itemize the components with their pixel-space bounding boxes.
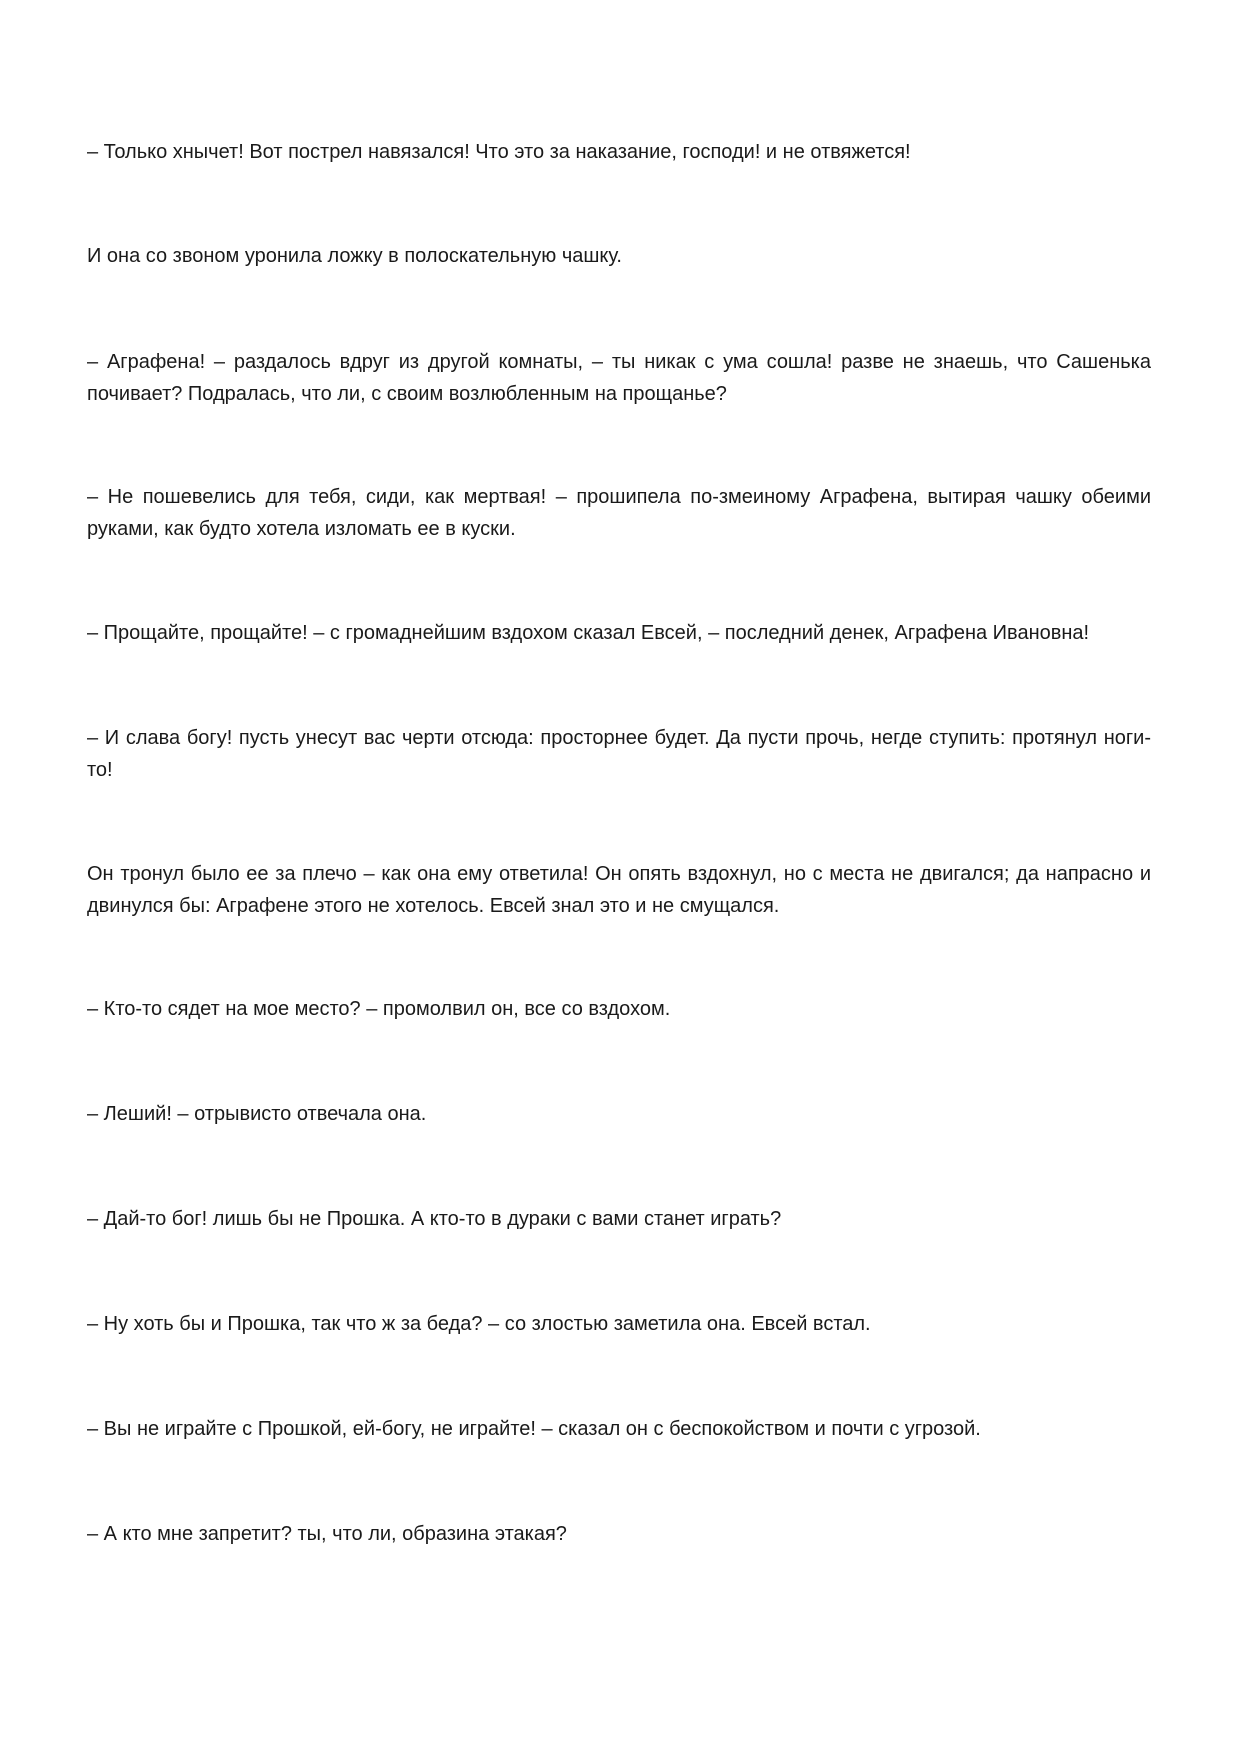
paragraph-9: – Леший! – отрывисто отвечала она.: [87, 1103, 427, 1125]
paragraph-10: – Дай-то бог! лишь бы не Прошка. А кто-то в дураки с вами станет играть?: [87, 1208, 782, 1230]
paragraph-11: – Ну хоть бы и Прошка, так что ж за беда? – со злостью заметила она. Евсей встал.: [87, 1313, 871, 1335]
paragraph-6: – И слава богу! пусть унесут вас черти отсюда: просторнее будет. Да пусти прочь, негде ступить: протянул ноги-то!: [87, 727, 1151, 781]
paragraph-1: – Только хнычет! Вот пострел навязался! Что это за наказание, господи! и не отвяжется!: [87, 141, 911, 163]
paragraph-5: – Прощайте, прощайте! – с громаднейшим вздохом сказал Евсей, – последний денек, Аграфена Ивановна!: [87, 622, 1090, 644]
paragraph-3: – Аграфена! – раздалось вдруг из другой комнаты, – ты никак с ума сошла! разве не знаешь, что Сашенька почивает? Подралась, что ли, с своим возлюбленным на прощанье?: [87, 351, 1151, 405]
paragraph-7: Он тронул было ее за плечо – как она ему ответила! Он опять вздохнул, но с места не двигался; да напрасно и двинулся бы: Аграфене этого не хотелось. Евсей знал это и не смущался.: [87, 863, 1151, 917]
paragraph-13: – А кто мне запретит? ты, что ли, образина этакая?: [87, 1523, 567, 1545]
paragraph-4: – Не пошевелись для тебя, сиди, как мертвая! – прошипела по-змеиному Аграфена, вытирая чашку обеими руками, как будто хотела изломать ее в куски.: [87, 486, 1151, 540]
paragraph-12: – Вы не играйте с Прошкой, ей-богу, не играйте! – сказал он с беспокойством и почти с угрозой.: [87, 1418, 981, 1440]
paragraph-2: И она со звоном уронила ложку в полоскательную чашку.: [87, 245, 622, 267]
paragraph-8: – Кто-то сядет на мое место? – промолвил он, все со вздохом.: [87, 998, 671, 1020]
